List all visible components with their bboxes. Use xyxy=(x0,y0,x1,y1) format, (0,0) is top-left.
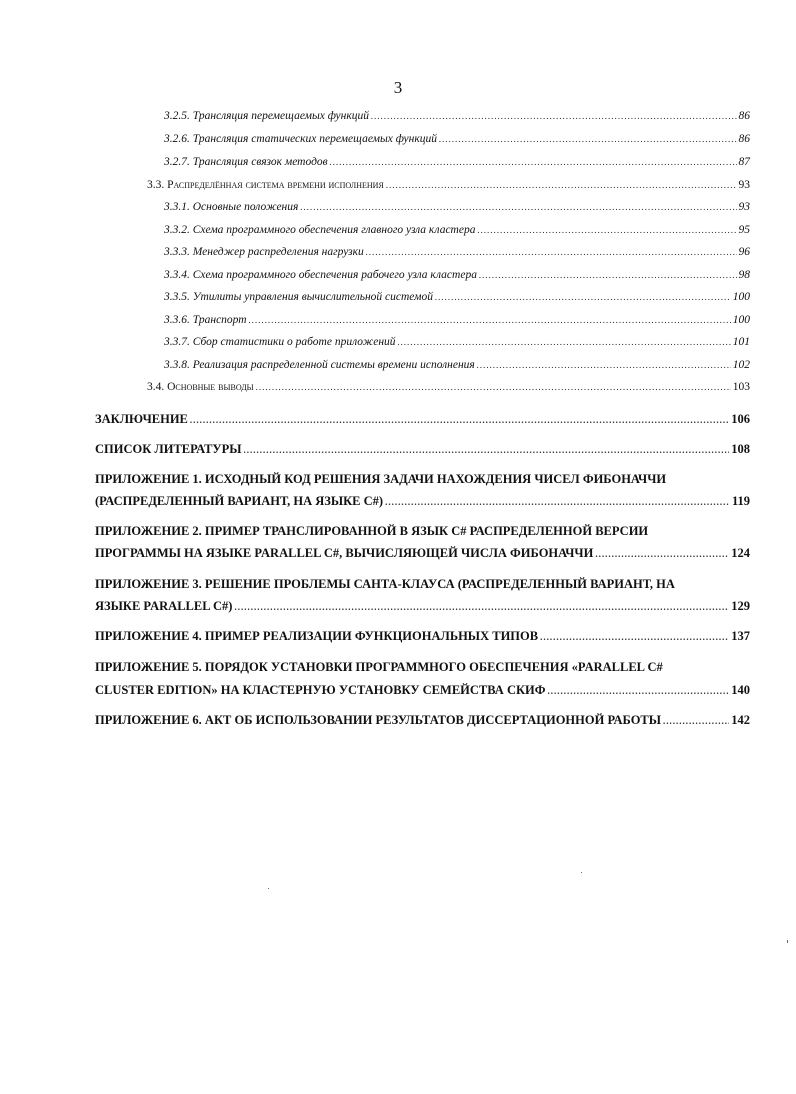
toc-entry-conclusion[interactable] xyxy=(95,412,750,427)
toc-entry-appendix-1[interactable] xyxy=(95,494,750,509)
toc-entry-title: 3.2.7. Трансляция связок методов xyxy=(164,156,328,168)
toc-entry-title: ПРОГРАММЫ НА ЯЗЫКЕ PARALLEL C#, ВЫЧИСЛЯЮЩЕЙ ЧИСЛА ФИБОНАЧЧИ xyxy=(95,546,594,560)
dot-leader xyxy=(398,337,731,347)
toc-entry-page: 86 xyxy=(738,110,750,122)
scan-speck xyxy=(268,888,269,889)
toc-entry-3-3-8[interactable] xyxy=(164,359,750,371)
toc-entry-page: 142 xyxy=(731,713,750,727)
dot-leader xyxy=(479,270,737,280)
toc-entry-appendix-1-line1[interactable]: ПРИЛОЖЕНИЕ 1. ИСХОДНЫЙ КОД РЕШЕНИЯ ЗАДАЧИ НАХОЖДЕНИЯ ЧИСЕЛ ФИБОНАЧЧИ xyxy=(95,472,667,486)
dot-leader xyxy=(439,134,737,144)
dot-leader xyxy=(540,632,729,642)
toc-entry-title: CLUSTER EDITION» НА КЛАСТЕРНУЮ УСТАНОВКУ СЕМЕЙСТВА СКИФ xyxy=(95,683,546,697)
toc-entry-3-4[interactable] xyxy=(147,381,750,393)
toc-entry-page: 102 xyxy=(732,359,750,371)
toc-entry-title: 3.3.6. Транспорт xyxy=(164,314,247,326)
dot-leader xyxy=(330,157,737,167)
dot-leader xyxy=(385,497,730,507)
dot-leader xyxy=(300,202,736,212)
toc-entry-title: ЗАКЛЮЧЕНИЕ xyxy=(95,412,188,426)
dot-leader xyxy=(548,686,730,696)
toc-entry-title: 3.2.6. Трансляция статических перемещаемых функций xyxy=(164,133,437,145)
toc-entry-title: 3.3.2. Схема программного обеспечения главного узла кластера xyxy=(164,224,476,236)
dot-leader xyxy=(663,716,729,726)
toc-entry-page: 137 xyxy=(731,629,750,643)
toc-entry-3-3-5[interactable] xyxy=(164,291,750,303)
dot-leader xyxy=(366,247,737,257)
toc-entry-title: 3.3.7. Сбор статистики о работе приложений xyxy=(164,336,396,348)
toc-entry-page: 98 xyxy=(738,269,750,281)
toc-entry-appendix-3-line1[interactable]: ПРИЛОЖЕНИЕ 3. РЕШЕНИЕ ПРОБЛЕМЫ САНТА-КЛАУСА (РАСПРЕДЕЛЕННЫЙ ВАРИАНТ, НА xyxy=(95,577,675,591)
dot-leader xyxy=(477,360,731,370)
toc-entry-page: 119 xyxy=(731,494,750,508)
toc-entry-page: 101 xyxy=(732,336,750,348)
toc-entry-appendix-2[interactable] xyxy=(95,546,750,561)
toc-entry-3-2-5[interactable] xyxy=(164,110,750,122)
toc-entry-title: 3.3.5. Утилиты управления вычислительной системой xyxy=(164,291,433,303)
toc-entry-3-3[interactable] xyxy=(147,179,750,191)
dot-leader xyxy=(249,315,731,325)
dot-leader xyxy=(234,602,729,612)
scan-speck xyxy=(787,940,788,943)
dot-leader xyxy=(244,445,730,455)
toc-entry-3-3-2[interactable] xyxy=(164,224,750,236)
dot-leader xyxy=(190,415,729,425)
dot-leader xyxy=(595,549,729,559)
toc-entry-title: 3.3.8. Реализация распределенной системы времени исполнения xyxy=(164,359,475,371)
toc-entry-title: 3.2.5. Трансляция перемещаемых функций xyxy=(164,110,369,122)
toc-entry-title: 3.3. Распределённая система времени исполнения xyxy=(147,179,384,191)
toc-entry-appendix-6[interactable] xyxy=(95,713,750,728)
toc-entry-3-3-4[interactable] xyxy=(164,269,750,281)
toc-entry-page: 95 xyxy=(738,224,750,236)
toc-entry-page: 129 xyxy=(731,599,750,613)
toc-entry-3-3-6[interactable] xyxy=(164,314,750,326)
toc-entry-title: (РАСПРЕДЕЛЕННЫЙ ВАРИАНТ, НА ЯЗЫКЕ C#) xyxy=(95,494,384,508)
toc-entry-title: ПРИЛОЖЕНИЕ 4. ПРИМЕР РЕАЛИЗАЦИИ ФУНКЦИОНАЛЬНЫХ ТИПОВ xyxy=(95,629,539,643)
dot-leader xyxy=(435,292,731,302)
toc-entry-3-3-7[interactable] xyxy=(164,336,750,348)
toc-entry-page: 103 xyxy=(732,381,750,393)
page-number: 3 xyxy=(393,78,403,97)
toc-entry-appendix-3[interactable] xyxy=(95,599,750,614)
toc-entry-3-3-1[interactable] xyxy=(164,201,750,213)
toc-entry-title: 3.3.1. Основные положения xyxy=(164,201,299,213)
toc-entry-3-3-3[interactable] xyxy=(164,246,750,258)
toc-entry-appendix-2-line1[interactable]: ПРИЛОЖЕНИЕ 2. ПРИМЕР ТРАНСЛИРОВАННОЙ В ЯЗЫК C# РАСПРЕДЕЛЕННОЙ ВЕРСИИ xyxy=(95,524,649,538)
toc-entry-title: ЯЗЫКЕ PARALLEL C#) xyxy=(95,599,233,613)
toc-entry-page: 108 xyxy=(731,442,750,456)
toc-entry-title: 3.3.4. Схема программного обеспечения рабочего узла кластера xyxy=(164,269,477,281)
dot-leader xyxy=(256,382,731,392)
toc-entry-3-2-7[interactable] xyxy=(164,156,750,168)
toc-entry-page: 100 xyxy=(732,291,750,303)
toc-entry-page: 93 xyxy=(738,201,750,213)
toc-entry-title: 3.4. Основные выводы xyxy=(147,381,254,393)
toc-entry-title: СПИСОК ЛИТЕРАТУРЫ xyxy=(95,442,242,456)
toc-entry-appendix-5[interactable] xyxy=(95,683,750,698)
toc-entry-page: 96 xyxy=(738,246,750,258)
toc-entry-page: 106 xyxy=(731,412,750,426)
toc-entry-appendix-5-line1[interactable]: ПРИЛОЖЕНИЕ 5. ПОРЯДОК УСТАНОВКИ ПРОГРАММНОГО ОБЕСПЕЧЕНИЯ «PARALLEL C# xyxy=(95,660,663,674)
toc-entry-references[interactable] xyxy=(95,442,750,457)
toc-entry-page: 87 xyxy=(738,156,750,168)
scan-speck xyxy=(581,872,582,873)
toc-entry-title: 3.3.3. Менеджер распределения нагрузки xyxy=(164,246,364,258)
toc-entry-page: 124 xyxy=(731,546,750,560)
dot-leader xyxy=(371,111,737,121)
dot-leader xyxy=(386,180,737,190)
toc-entry-page: 93 xyxy=(738,179,750,191)
toc-entry-3-2-6[interactable] xyxy=(164,133,750,145)
toc-entry-page: 86 xyxy=(738,133,750,145)
toc-entry-page: 100 xyxy=(732,314,750,326)
toc-entry-appendix-4[interactable] xyxy=(95,629,750,644)
toc-entry-page: 140 xyxy=(731,683,750,697)
toc-entry-title: ПРИЛОЖЕНИЕ 6. АКТ ОБ ИСПОЛЬЗОВАНИИ РЕЗУЛЬТАТОВ ДИССЕРТАЦИОННОЙ РАБОТЫ xyxy=(95,713,662,727)
dot-leader xyxy=(477,225,736,235)
